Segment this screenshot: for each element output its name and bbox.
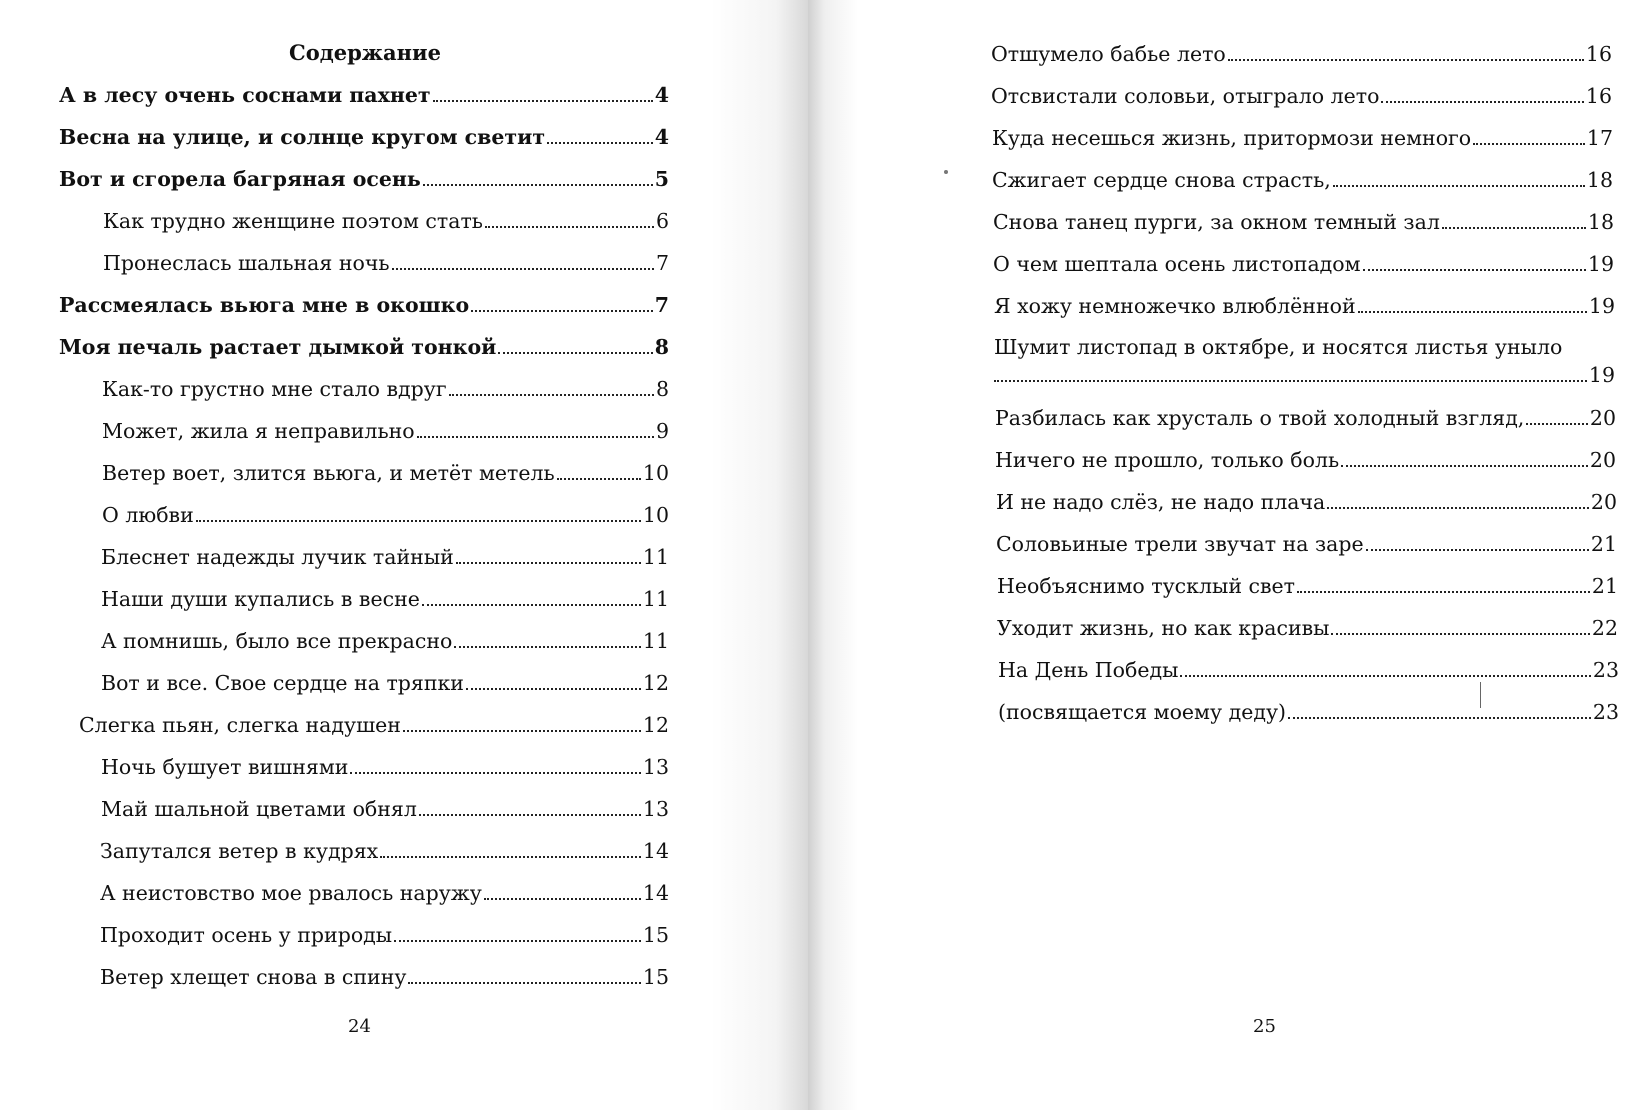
dot-leader (1288, 717, 1591, 719)
dot-leader (1228, 59, 1584, 61)
toc-entry-page: 14 (642, 881, 669, 905)
toc-entry-page: 9 (655, 419, 669, 443)
dot-leader (433, 100, 653, 102)
page-number: 25 (1253, 1016, 1276, 1037)
toc-entry (101, 587, 669, 611)
toc-entry (101, 797, 669, 821)
toc-entry-title: Ветер воет, злится вьюга, и метёт метель (102, 461, 555, 485)
dot-leader (1381, 101, 1583, 103)
toc-entry (994, 294, 1615, 318)
toc-entry-page: 13 (642, 755, 669, 779)
toc-entry-page: 11 (642, 629, 669, 653)
dot-leader (449, 394, 654, 396)
toc-entry-title: Слегка пьян, слегка надушен (79, 713, 401, 737)
toc-entry-title: Разбилась как хрусталь о твой холодный взгляд, (995, 406, 1525, 430)
dot-leader (484, 898, 641, 900)
toc-entry-page: 18 (1586, 168, 1613, 192)
toc-entry-title: Соловьиные трели звучат на заре (996, 532, 1364, 556)
toc-entry-page: 13 (642, 797, 669, 821)
toc-entry-page: 5 (654, 167, 669, 191)
toc-entry-title: И не надо слёз, не надо плача (996, 490, 1326, 514)
toc-entry (995, 406, 1616, 430)
toc-entry-title: Ночь бушует вишнями (101, 755, 349, 779)
toc-entry-title: Рассмеялась вьюга мне в окошко (59, 293, 470, 317)
toc-entry-title: Я хожу немножечко влюблённой (994, 294, 1356, 318)
toc-entry-title: Отсвистали соловьи, отыграло лето (991, 84, 1380, 108)
toc-entry-page: 19 (1587, 252, 1614, 276)
toc-entry (101, 629, 669, 653)
toc-entry (100, 923, 669, 947)
toc-entry-title: А помнишь, было все прекрасно (101, 629, 453, 653)
toc-entry-page: 10 (642, 461, 669, 485)
toc-entry-page: 7 (654, 293, 669, 317)
toc-entry-title: О любви (102, 503, 194, 527)
right-page (808, 0, 1642, 1110)
toc-entry-title: А неистовство мое рвалось наружу (100, 881, 482, 905)
toc-entry-page: 20 (1589, 448, 1616, 472)
toc-entry-title: Сжигает сердце снова страсть, (992, 168, 1331, 192)
toc-entry-page: 12 (642, 671, 669, 695)
toc-entry (102, 377, 669, 401)
dot-leader (417, 436, 654, 438)
toc-entry-title: Необъяснимо тусклый свет (997, 574, 1295, 598)
toc-entry-page: 8 (654, 335, 669, 359)
right-toc-list (808, 0, 1642, 1110)
toc-entry-page: 21 (1591, 574, 1618, 598)
dot-leader (454, 646, 641, 648)
toc-entry (102, 461, 669, 485)
toc-entry (103, 209, 669, 233)
toc-entry-page: 12 (642, 713, 669, 737)
toc-entry (59, 125, 669, 149)
toc-entry (101, 545, 669, 569)
toc-entry-page: 22 (1591, 616, 1618, 640)
dot-leader (994, 380, 1587, 382)
toc-entry-page: 4 (654, 83, 669, 107)
toc-entry-page: 10 (642, 503, 669, 527)
toc-entry-title: Уходит жизнь, но как красивы (997, 616, 1330, 640)
toc-entry-title: Запутался ветер в кудрях (100, 839, 379, 863)
toc-entry-title: Наши души купались в весне (101, 587, 420, 611)
dot-leader (422, 604, 641, 606)
toc-entry (998, 658, 1619, 682)
toc-entry-title: Моя печаль растает дымкой тонкой (59, 335, 497, 359)
toc-entry (102, 503, 669, 527)
dot-leader (466, 688, 641, 690)
dot-leader (196, 520, 641, 522)
dot-leader (456, 562, 641, 564)
toc-entry (79, 713, 669, 737)
toc-entry (996, 532, 1617, 556)
dot-leader (485, 226, 654, 228)
toc-entry-page: 8 (655, 377, 669, 401)
toc-entry-title: Блеснет надежды лучик тайный (101, 545, 454, 569)
toc-entry-title: О чем шептала осень листопадом (993, 252, 1361, 276)
toc-entry-title: Куда несешься жизнь, притормози немного (992, 126, 1472, 150)
toc-entry (100, 965, 669, 989)
dot-leader (1473, 143, 1585, 145)
toc-entry (101, 671, 669, 695)
toc-title: Содержание (289, 40, 441, 65)
toc-entry-title: Май шальной цветами обнял (101, 797, 417, 821)
toc-entry-title: Может, жила я неправильно (102, 419, 415, 443)
toc-entry-title: Ветер хлещет снова в спину (100, 965, 407, 989)
toc-entry-page: 4 (654, 125, 669, 149)
dot-leader (1331, 633, 1589, 635)
toc-entry (59, 167, 669, 191)
toc-entry-leader-line (994, 363, 1615, 387)
toc-entry (59, 293, 669, 317)
dot-leader (1442, 227, 1586, 229)
toc-entry (100, 839, 669, 863)
toc-entry-page: 6 (655, 209, 669, 233)
toc-entry (102, 419, 669, 443)
dot-leader (1327, 507, 1589, 509)
toc-entry (992, 168, 1613, 192)
toc-entry (101, 755, 669, 779)
dot-leader (1363, 269, 1586, 271)
toc-entry (997, 616, 1618, 640)
toc-entry (59, 335, 669, 359)
toc-entry (998, 700, 1619, 724)
scan-speck (944, 170, 948, 174)
toc-entry-page: 16 (1585, 42, 1612, 66)
dot-leader (547, 142, 653, 144)
toc-entry-page: 14 (642, 839, 669, 863)
toc-entry (100, 881, 669, 905)
toc-entry-title: Шумит листопад в октябре, и носятся листья уныло (994, 335, 1563, 359)
toc-entry (996, 490, 1617, 514)
dot-leader (350, 772, 640, 774)
toc-entry-title: (посвящается моему деду) (998, 700, 1287, 724)
toc-entry-title: Ничего не прошло, только боль (995, 448, 1340, 472)
toc-entry-page: 16 (1585, 84, 1612, 108)
dot-leader (1333, 185, 1585, 187)
toc-entry-title: Весна на улице, и солнце кругом светит (59, 125, 546, 149)
toc-entry-page: 11 (642, 587, 669, 611)
toc-entry (991, 84, 1612, 108)
toc-entry (991, 42, 1612, 66)
toc-entry-page: 23 (1592, 700, 1619, 724)
dot-leader (403, 730, 641, 732)
toc-entry-page: 21 (1590, 532, 1617, 556)
dot-leader (380, 856, 641, 858)
dot-leader (1341, 465, 1588, 467)
dot-leader (392, 268, 654, 270)
toc-entry (992, 126, 1613, 150)
dot-leader (419, 814, 641, 816)
toc-entry-title: Как трудно женщине поэтом стать (103, 209, 483, 233)
toc-entry-page: 23 (1592, 658, 1619, 682)
dot-leader (1180, 675, 1591, 677)
toc-entry-title: Снова танец пурги, за окном темный зал (993, 210, 1440, 234)
toc-entry-title: Вот и все. Свое сердце на тряпки (101, 671, 464, 695)
toc-entry-title: Как-то грустно мне стало вдруг (102, 377, 447, 401)
dot-leader (408, 982, 640, 984)
toc-entry-title: На День Победы (998, 658, 1179, 682)
toc-entry-title: Пронеслась шальная ночь (103, 251, 390, 275)
dot-leader (423, 184, 653, 186)
toc-entry-title: Проходит осень у природы (100, 923, 393, 947)
toc-entry (995, 448, 1616, 472)
scan-mark (1480, 682, 1481, 708)
dot-leader (557, 478, 641, 480)
toc-entry-page: 15 (642, 965, 669, 989)
toc-entry-wrapped (994, 335, 1615, 387)
dot-leader (394, 940, 641, 942)
toc-entry-page: 11 (642, 545, 669, 569)
dot-leader (498, 352, 652, 354)
toc-entry (59, 83, 669, 107)
toc-entry-page: 18 (1587, 210, 1614, 234)
dot-leader (1358, 311, 1587, 313)
toc-entry-page: 17 (1586, 126, 1613, 150)
toc-entry-page: 15 (642, 923, 669, 947)
toc-entry (103, 251, 669, 275)
dot-leader (1297, 591, 1590, 593)
toc-entry-title: Вот и сгорела багряная осень (59, 167, 421, 191)
toc-entry-page: 20 (1590, 490, 1617, 514)
dot-leader (1526, 423, 1588, 425)
toc-entry-title: Отшумело бабье лето (991, 42, 1226, 66)
toc-entry (997, 574, 1618, 598)
left-toc-list (0, 0, 808, 1110)
toc-entry-title: А в лесу очень соснами пахнет (59, 83, 431, 107)
toc-entry-page: 7 (655, 251, 669, 275)
toc-entry-page: 19 (1588, 363, 1615, 387)
toc-entry-page: 19 (1588, 294, 1615, 318)
toc-entry (993, 210, 1614, 234)
page-number: 24 (348, 1016, 371, 1037)
dot-leader (471, 310, 653, 312)
dot-leader (1366, 549, 1589, 551)
toc-entry-page: 20 (1589, 406, 1616, 430)
left-page (0, 0, 808, 1110)
toc-entry (993, 252, 1614, 276)
